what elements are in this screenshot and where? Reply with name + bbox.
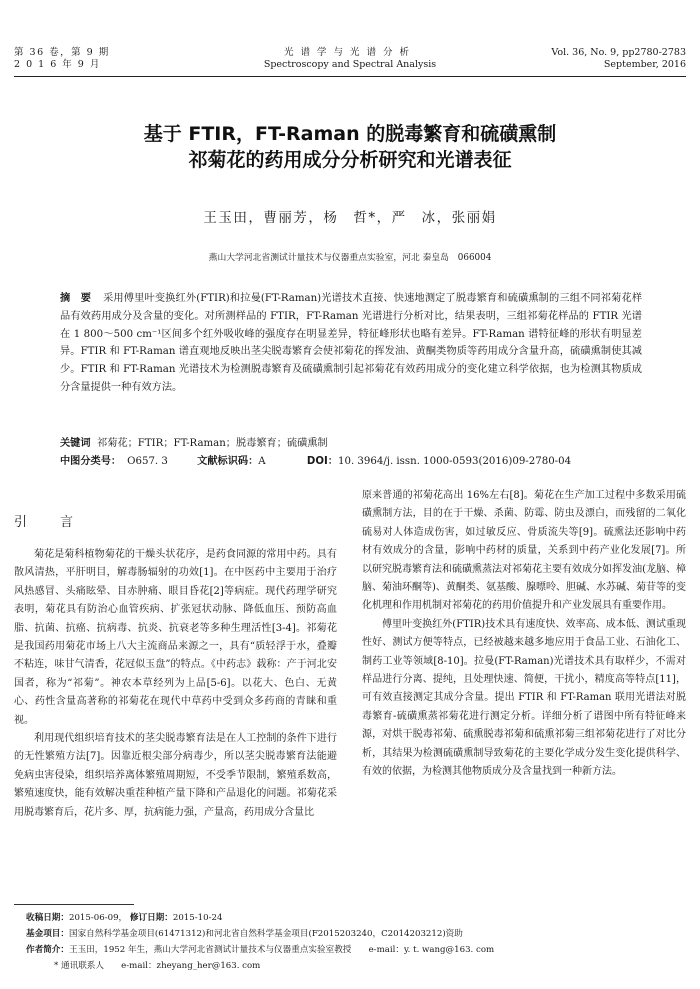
keywords-line [60, 435, 650, 453]
keywords-block [60, 435, 650, 471]
fund-label: 基金项目： [26, 929, 69, 939]
publication-month: September, 2016 [603, 59, 686, 70]
revised-date: 2015-10-24 [172, 913, 223, 923]
dates-line [26, 910, 686, 926]
volume-issue: 第 36 卷，第 9 期 [14, 47, 110, 58]
intro-paragraph-2-continued: 原来普通的祁菊花高出 16%左右[8]。菊花在生产加工过程中多数采用硫磺熏制方法，目的在于干燥、杀菌、防霉、防虫及漂白，而残留的二氧化硫易对人体造成伤害，如过敏反应、骨质流失等[9]。硫熏法还影响中药材有效成分的含量，影响中药材的质量，关系到中药产业化发展[7]。所以研究脱毒繁育法和硫磺熏蒸法对祁菊花主要有效成分如挥发油(龙脑、樟脑、菊油环酮等)、黄酮类、氨基酸、腺嘌呤、胆碱、水苏碱、菊苷等的变化机理和作用机制对祁菊花的药用价值提升和产业发展具有重要作用。 [362, 490, 686, 612]
fund-text: 国家自然科学基金项目(61471312)和河北省自然科学基金项目(F2015203240，C2014203212)资助 [68, 929, 463, 939]
clc-value: O657. 3 [127, 455, 168, 467]
keywords-text: 祁菊花；FTIR；FT-Raman；脱毒繁育；硫磺熏制 [97, 438, 328, 449]
publication-date: 2 0 1 6 年 9 月 [14, 59, 101, 70]
author-list: 王玉田，曹丽芳，杨 哲*，严 冰，张丽娟 [203, 210, 497, 226]
journal-name-cn: 光谱学与光谱分析 [283, 47, 416, 58]
affiliation: 燕山大学河北省测试计量技术与仪器重点实验室，河北 秦皇岛 066004 [208, 253, 492, 263]
paper-title [0, 121, 700, 173]
clc-label: 中图分类号： [60, 455, 122, 467]
intro-paragraph-2: 利用现代组织培育技术的茎尖脱毒繁育法是在人工控制的条件下进行的无性繁殖方法[7]。因靠近根尖部分病毒少，所以茎尖脱毒繁育法能避免病虫害侵染，组织培养离体繁殖周期短，不受季节限制，繁殖系数高，繁殖速度快，能有效解决重茬种植产量下降和产品退化的问题。祁菊花采用脱毒繁育后，花片多、厚，抗病能力强，产量高，药用成分含量比 [14, 733, 337, 818]
abstract-label: 摘 要 [60, 293, 92, 304]
author-bio-label: 作者简介： [26, 945, 69, 955]
keywords-label: 关键词 [60, 438, 91, 449]
title-line-1: 基于 FTIR，FT-Raman 的脱毒繁育和硫磺熏制 [143, 123, 557, 145]
revised-label: 修订日期： [129, 913, 173, 923]
doc-code-value: A [258, 455, 266, 467]
left-column [14, 546, 337, 822]
doc-code-label: 文献标识码： [197, 455, 259, 467]
received-date: 2015-06-09， [68, 913, 128, 923]
section-heading-introduction: 引 言 [14, 515, 84, 530]
abstract [60, 290, 642, 397]
received-label: 收稿日期： [26, 913, 69, 923]
intro-paragraph-3: 傅里叶变换红外(FTIR)技术具有速度快、效率高、成本低、测试重现性好、测试方便等特点，已经被越来越多地应用于食品工业、石油化工、制药工业等领域[8-10]。拉曼(FT-Raman)光谱技术具有取样少，不需对样品进行分离、提纯，且处理快速、简便，干扰小，精度高等特点[11]，可有效直接测定其成分含量。提出 FTIR 和 FT-Raman 联用光谱法对脱毒繁育-硫磺熏蒸祁菊花进行测定分析。详细分析了谱图中所有特征峰来源，对烘干脱毒祁菊、硫熏脱毒祁菊和硫熏祁菊三组祁菊花进行了对比分析，其结果为检测硫磺熏制导致菊花的主要化学成分发生变化提供科学、有效的依据，为检测其他物质成分及含量找到一种新方法。 [362, 618, 686, 778]
classification-line [60, 453, 650, 471]
intro-paragraph-1: 菊花是菊科植物菊花的干燥头状花序，是药食同源的常用中药。具有散风清热，平肝明目，解毒肠辐射的功效[1]。在中医药中主要用于治疗风热感冒、头痛眩晕、目赤肿痛、眼目昏花[2]等病症。现代药理学研究表明，菊花具有防治心血管疾病、扩张冠状动脉、降低血压、预防高血脂、抗菌、抗癌、抗病毒、抗炎、抗衰老等多种生理活性[3-4]。祁菊花是我国药用菊花市场上八大主流商品来源之一，具有“质轻浮于水，叠瓣不粘连，味甘气清香，花冠似玉盘”的特点。《中药志》载称：产于河北安国者，称为“祁菊”。神农本草经列为上品[5-6]。以花大、色白、无黄心、药性含量高著称的祁菊花在现代中草药中受到众多药商的青睐和重视。 [14, 549, 337, 726]
fund-line [26, 926, 686, 942]
footnotes [26, 910, 686, 974]
doi-label: DOI： [306, 455, 338, 467]
journal-name-en: Spectroscopy and Spectral Analysis [263, 59, 437, 70]
doi-value: 10. 3964/j. issn. 1000-0593(2016)09-2780-04 [337, 455, 572, 467]
author-bio-line [26, 942, 686, 958]
volume-pages: Vol. 36, No. 9, pp2780-2783 [551, 47, 686, 58]
footnote-rule [14, 904, 134, 905]
right-column [362, 487, 686, 782]
journal-pages-info [551, 47, 686, 71]
header-rule [14, 76, 686, 77]
abstract-text: 采用傅里叶变换红外(FTIR)和拉曼(FT-Raman)光谱技术直接、快速地测定了脱毒繁育和硫磺熏制的三组不同祁菊花样品有效药用成分及含量的变化。对所测样品的 FTIR，FT-Raman 光谱进行分析对比，结果表明，三组祁菊花样品的 FTIR 光谱在 1 800～500 cm⁻¹区间多个红外吸收峰的强度存在明显差异，特征峰形状也略有差异。FT-Raman 谱特征峰的形状有明显差异。FTIR 和 FT-Raman 谱直观地反映出茎尖脱毒繁育会使祁菊花的挥发油、黄酮类物质等药用成分含量升高，硫磺熏制使其减少。FTIR 和 FT-Raman 光谱技术为检测脱毒繁育及硫磺熏制引起祁菊花有效药用成分的变化建立科学依据，也为检测其物质成分含量提供一种有效方法。 [60, 293, 643, 393]
author-bio-text: 王玉田，1952 年生，燕山大学河北省测试计量技术与仪器重点实验室教授 e-mail：y. t. wang@163. com [68, 945, 495, 955]
title-line-2: 祁菊花的药用成分分析研究和光谱表征 [188, 149, 512, 171]
corresponding-author: * 通讯联系人 e-mail：zheyang_her@163. com [54, 961, 261, 971]
